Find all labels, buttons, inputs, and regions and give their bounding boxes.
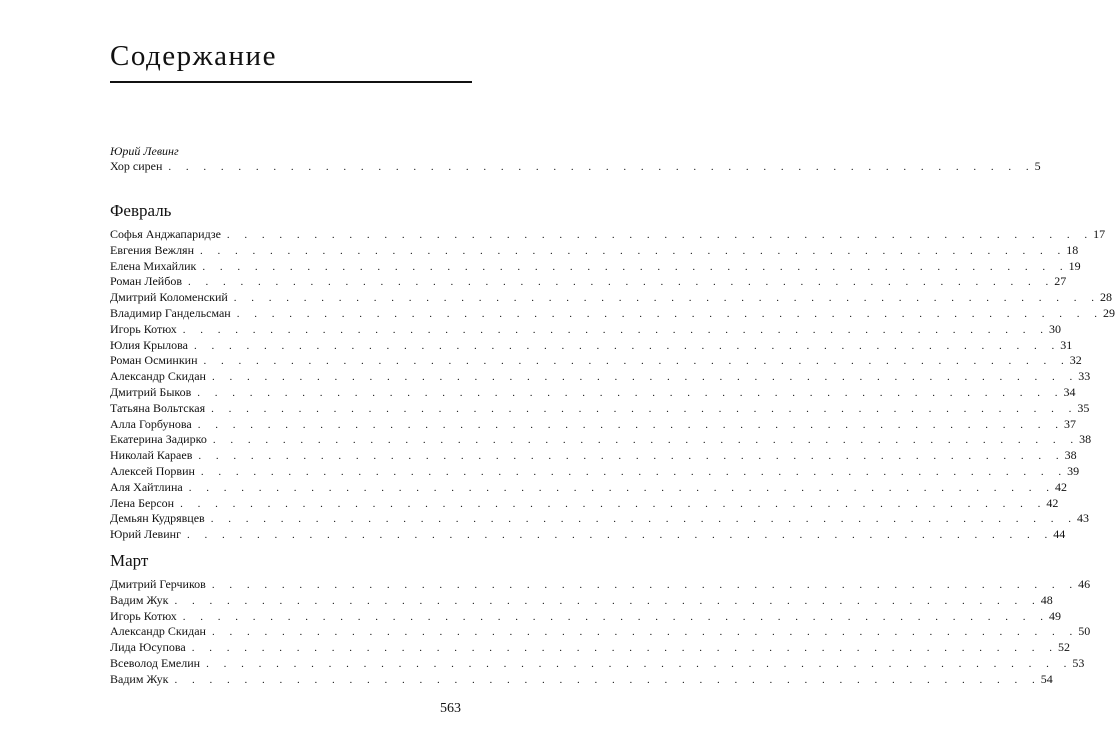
dot-leader: . . . . . . . . . . . . . . . . . . . . . . . . . . . . . . . . . . . . . . . . . . . . . . . . . . [211,579,1079,591]
dot-leader: . . . . . . . . . . . . . . . . . . . . . . . . . . . . . . . . . . . . . . . . . . . . . . . . . . [182,610,1049,623]
toc-entry [110,432,1092,448]
title-rule [110,81,472,83]
dot-leader: . . . . . . . . . . . . . . . . . . . . . . . . . . . . . . . . . . . . . . . . . . . . . . . . . . [198,450,1065,463]
entry-name: Владимир Гандельсман [110,305,231,320]
section-march [110,551,1091,688]
toc-entry [110,227,1106,243]
entry-name: Игорь Котюх [110,321,177,336]
entry-name: Екатерина Задирко [110,432,207,447]
entry-name: Демьян Кудрявцев [110,511,205,526]
toc-entry [110,337,1073,354]
entry-page: 35 [1077,400,1090,415]
dot-leader: . . . . . . . . . . . . . . . . . . . . . . . . . . . . . . . . . . . . . . . . . . . . . . . . . . [233,292,1101,305]
entry-name: Алексей Порвин [110,463,195,478]
entry-name: Александр Скидан [110,369,206,384]
section-title: Февраль [110,201,172,220]
page-number: 563 [440,701,461,716]
entry-name: Аля Хайтлина [110,479,183,494]
dot-leader: . . . . . . . . . . . . . . . . . . . . . . . . . . . . . . . . . . . . . . . . . . . . . . . . . . [206,657,1073,670]
intro-author: Юрий Левинг [110,144,179,158]
dot-leader: . . . . . . . . . . . . . . . . . . . . . . . . . . . . . . . . . . . . . . . . . . . . . . . . . . [236,307,1103,320]
toc-entry [110,321,1061,338]
entry-name: Юрий Левинг [110,527,181,542]
entry-name: Александр Скидан [110,624,206,639]
toc-entry [110,159,1041,175]
entry-page: 34 [1063,384,1076,399]
toc-entry [110,640,1070,656]
entry-page: 42 [1054,479,1067,494]
entry-name: Всеволод Емелин [110,655,201,670]
section-list [110,577,1091,688]
toc-entry [110,463,1080,480]
dot-leader: . . . . . . . . . . . . . . . . . . . . . . . . . . . . . . . . . . . . . . . . . . . . . . . . . . [180,497,1047,510]
toc-entry [110,305,1115,322]
entry-name: Елена Михайлик [110,258,197,273]
entry-name: Дмитрий Коломенский [110,290,228,305]
entry-page: 48 [1040,592,1053,607]
toc-entry [110,416,1077,433]
toc-entry [110,242,1079,259]
dot-leader: . . . . . . . . . . . . . . . . . . . . . . . . . . . . . . . . . . . . . . . . . . . . . . . . . . [211,371,1079,384]
dot-leader: . . . . . . . . . . . . . . . . . . . . . . . . . . . . . . . . . . . . . . . . . . . . . . . . . . [194,339,1061,352]
toc-entry [110,624,1091,640]
page-title: Содержание [110,40,277,72]
entry-page: 49 [1049,608,1061,623]
dot-leader: . . . . . . . . . . . . . . . . . . . . . . . . . . . . . . . . . . . . . . . . . . . . . . . . . . [211,626,1079,639]
entry-page: 31 [1060,337,1073,352]
entry-name: Лена Берсон [110,495,175,510]
entry-page: 27 [1054,274,1067,289]
entry-name: Софья Анджапаридзе [110,227,221,241]
entry-name: Юлия Крылова [110,337,188,352]
toc-entry [110,495,1059,512]
entry-page: 44 [1053,527,1066,542]
toc-entry [110,369,1091,385]
toc-entry [110,671,1053,688]
dot-leader: . . . . . . . . . . . . . . . . . . . . . . . . . . . . . . . . . . . . . . . . . . . . . . . . . . [174,673,1041,686]
section-february [110,201,1115,543]
toc-entry [110,479,1067,496]
entry-page: 17 [1093,227,1106,241]
entry-page: 54 [1040,671,1053,686]
entry-name: Дмитрий Быков [110,384,192,399]
entry-name: Татьяна Вольтская [110,400,206,415]
entry-name: Игорь Котюх [110,608,177,623]
entry-name: Вадим Жук [110,671,169,686]
dot-leader: . . . . . . . . . . . . . . . . . . . . . . . . . . . . . . . . . . . . . . . . . . . . . . . . . . [197,418,1065,431]
intro-block [110,143,1041,175]
toc-entry [110,592,1053,609]
dot-leader: . . . . . . . . . . . . . . . . . . . . . . . . . . . . . . . . . . . . . . . . . . . . . . . . . . [226,229,1094,241]
entry-page: 33 [1078,369,1091,384]
entry-page: 42 [1046,495,1059,510]
entry-page: 30 [1049,321,1061,336]
dot-leader: . . . . . . . . . . . . . . . . . . . . . . . . . . . . . . . . . . . . . . . . . . . . . . . . . . [187,529,1054,542]
entry-name: Дмитрий Герчиков [110,577,206,591]
toc-entry [110,353,1082,369]
entry-name: Евгения Вежлян [110,242,194,257]
dot-leader: . . . . . . . . . . . . . . . . . . . . . . . . . . . . . . . . . . . . . . . . . . . . . . . . . . [200,465,1068,478]
entry-page: 50 [1078,624,1091,639]
toc-entry [110,258,1081,275]
entry-page: 28 [1100,290,1113,305]
dot-leader: . . . . . . . . . . . . . . . . . . . . . . . . . . . . . . . . . . . . . . . . . . . . . . . . . . [188,481,1055,494]
entry-page: 5 [1034,159,1041,173]
entry-page: 19 [1068,258,1081,273]
toc-entry [110,400,1090,417]
toc-entry [110,448,1077,464]
entry-page: 18 [1066,242,1079,257]
entry-name: Николай Караев [110,448,193,463]
entry-page: 39 [1067,463,1080,478]
dot-leader: . . . . . . . . . . . . . . . . . . . . . . . . . . . . . . . . . . . . . . . . . . . . . . . . . . [203,355,1070,368]
entry-name: Алла Горбунова [110,416,192,431]
dot-leader: . . . . . . . . . . . . . . . . . . . . . . . . . . . . . . . . . . . . . . . . . . . . . . . . . . [202,260,1069,273]
entry-name: Роман Лейбов [110,274,182,289]
dot-leader: . . . . . . . . . . . . . . . . . . . . . . . . . . . . . . . . . . . . . . . . . . . . . . . . . . [182,323,1049,336]
toc-entry [110,290,1113,306]
toc-entry [110,384,1076,401]
dot-leader: . . . . . . . . . . . . . . . . . . . . . . . . . . . . . . . . . . . . . . . . . . . . . . . . . . [174,594,1041,607]
entry-name: Лида Юсупова [110,640,186,655]
entry-page: 43 [1076,511,1089,526]
dot-leader: . . . . . . . . . . . . . . . . . . . . . . . . . . . . . . . . . . . . . . . . . . . . . . . . . . [197,386,1064,399]
entry-page: 52 [1058,640,1070,655]
dot-leader: . . . . . . . . . . . . . . . . . . . . . . . . . . . . . . . . . . . . . . . . . . . . . . . . . . [187,276,1055,289]
entry-page: 37 [1064,416,1077,431]
entry-page: 53 [1072,655,1085,670]
entry-name: Хор сирен [110,159,163,173]
entry-page: 38 [1064,448,1077,463]
entry-name: Вадим Жук [110,592,169,607]
dot-leader: . . . . . . . . . . . . . . . . . . . . . . . . . . . . . . . . . . . . . . . . . . . . . . . . . . [210,513,1077,526]
dot-leader: . . . . . . . . . . . . . . . . . . . . . . . . . . . . . . . . . . . . . . . . . . . . . . . . . . [200,244,1067,257]
section-list [110,227,1115,543]
dot-leader: . . . . . . . . . . . . . . . . . . . . . . . . . . . . . . . . . . . . . . . . . . . . . . . . . . [211,402,1078,415]
dot-leader: . . . . . . . . . . . . . . . . . . . . . . . . . . . . . . . . . . . . . . . . . . . . . . . . . . [168,161,1035,173]
entry-page: 32 [1069,353,1082,368]
entry-name: Роман Осминкин [110,353,198,368]
toc-entry [110,608,1061,625]
entry-page: 46 [1078,577,1091,591]
dot-leader: . . . . . . . . . . . . . . . . . . . . . . . . . . . . . . . . . . . . . . . . . . . . . . . . . . [191,642,1058,655]
toc-entry [110,577,1091,593]
toc-entry [110,274,1067,290]
toc-entry [110,511,1089,527]
section-title: Март [110,551,149,570]
entry-page: 38 [1079,432,1092,447]
entry-page: 29 [1102,305,1115,320]
toc-entry [110,655,1085,672]
dot-leader: . . . . . . . . . . . . . . . . . . . . . . . . . . . . . . . . . . . . . . . . . . . . . . . . . . [212,434,1080,447]
toc-entry [110,527,1066,543]
